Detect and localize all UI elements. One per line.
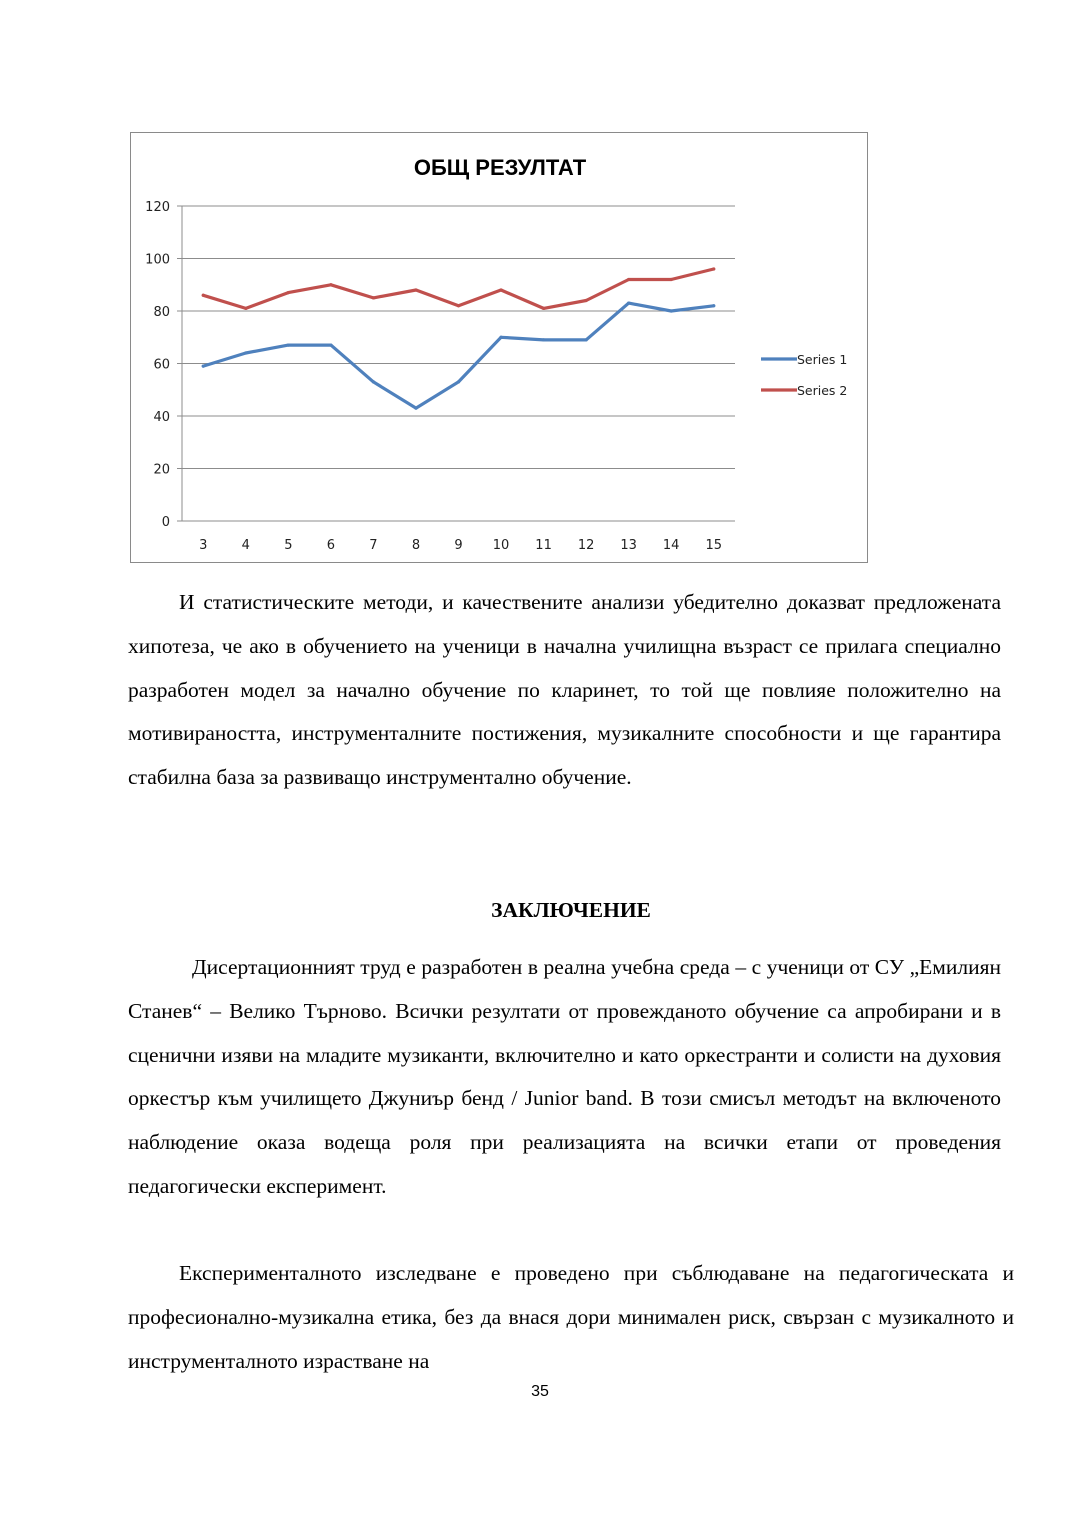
series-2-point: [585, 299, 588, 302]
series-1-point: [627, 302, 630, 305]
series-2-point: [499, 288, 502, 291]
series-2-point: [287, 291, 290, 294]
series-1-point: [712, 304, 715, 307]
paragraph-dissertation-context: Дисертационният труд е разработен в реална учебна среда – с ученици от СУ „Емилиян Станев“ – Велико Търново. Всички резултати от провежданото обучение са апробирани и в сценични изяви на младите музиканти, включително и като оркестранти и солисти на духовия оркестър към училището Джуниър бенд / Junior band. В този смисъл методът на включеното наблюдение оказа водеща роля при реализацията на всички етапи от проведения педагогически експеримент.: [128, 955, 1001, 1198]
series-1-point: [585, 338, 588, 341]
y-tick-label: 60: [153, 357, 170, 373]
x-tick-label: 12: [577, 538, 595, 553]
y-tick-label: 40: [153, 410, 170, 425]
x-tick-label: 5: [284, 538, 293, 553]
series-2-point: [670, 278, 673, 281]
series-2-point: [627, 278, 630, 281]
series-line-2: [203, 269, 713, 308]
series-1-point: [499, 336, 502, 339]
series-1-point: [329, 344, 332, 347]
x-tick-label: 7: [369, 538, 378, 553]
paragraph-conclusion-hypothesis: И статистическите методи, и качествените анализи убедително доказват предложената хипотеза, че ако в обучението на ученици в начална училищна възраст се прилага специално разработен модел за начално обучение по кларинет, то той ще повлияе положително на мотивираността, инструменталните постижения, музикалните способности и ще гарантира стабилна база за развиващо инструментално обучение.: [128, 590, 1001, 790]
x-tick-label: 9: [454, 538, 463, 553]
y-tick-label: 20: [153, 462, 170, 478]
x-tick-label: 3: [199, 538, 208, 553]
y-tick-label: 100: [145, 252, 170, 268]
x-tick-label: 8: [411, 538, 421, 553]
legend-label-2: Series 2: [797, 383, 848, 398]
series-1-point: [542, 338, 545, 341]
series-2-point: [414, 288, 417, 291]
y-tick-label: 0: [161, 515, 170, 530]
series-1-point: [414, 407, 417, 410]
series-1-point: [457, 380, 460, 383]
paragraph-experiment-ethics: Експерименталното изследване е проведено при съблюдаване на педагогическата и професионално-музикална етика, без да внася дори минимален риск, свързан с музикалното и инструменталното израстване на: [128, 1261, 1014, 1373]
x-tick-label: 6: [326, 538, 336, 553]
x-tick-label: 4: [241, 538, 250, 553]
x-tick-label: 10: [492, 538, 510, 553]
series-2-point: [202, 294, 205, 297]
legend-label-1: Series 1: [797, 352, 848, 367]
y-tick-label: 80: [153, 305, 170, 320]
line-chart: [131, 133, 867, 562]
x-tick-label: 11: [535, 538, 552, 553]
series-2-point: [457, 304, 460, 307]
page-number: 35: [531, 1383, 549, 1400]
series-line-1: [203, 303, 713, 408]
series-1-point: [372, 380, 375, 383]
chart-frame: [130, 132, 868, 563]
series-2-point: [712, 267, 715, 270]
series-1-point: [244, 351, 247, 354]
x-tick-label: 13: [620, 538, 637, 553]
section-heading: ЗАКЛЮЧЕНИЕ: [491, 898, 651, 922]
y-tick-label: 120: [145, 200, 170, 215]
series-1-point: [287, 344, 290, 347]
series-1-point: [202, 365, 205, 368]
series-2-point: [244, 307, 247, 310]
series-2-point: [542, 307, 545, 310]
series-2-point: [372, 296, 375, 299]
chart-title: ОБЩ РЕЗУЛТАТ: [413, 155, 587, 180]
series-1-point: [670, 309, 673, 312]
series-2-point: [329, 283, 332, 286]
x-tick-label: 14: [662, 538, 680, 553]
x-tick-label: 15: [705, 538, 723, 553]
